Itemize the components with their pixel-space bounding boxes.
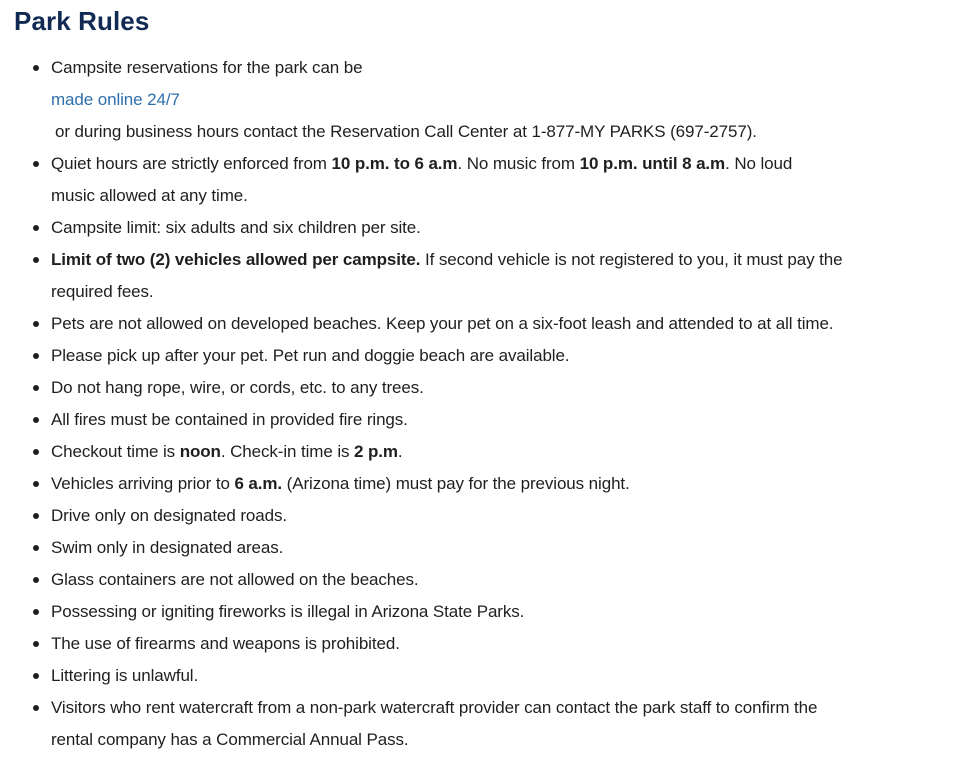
rule-bold-text: 6 a.m.	[234, 474, 283, 493]
rule-watercraft	[51, 692, 963, 756]
rule-text: Visitors who rent watercraft from a non-park watercraft provider can contact the park staff to confirm the	[51, 698, 818, 717]
rule-text: required fees.	[51, 282, 154, 301]
rule-bold-text: 10 p.m. until 8 a.m	[579, 154, 726, 173]
rule-text: Swim only in designated areas.	[51, 538, 284, 557]
rule-text: (Arizona time) must pay for the previous night.	[282, 474, 630, 493]
rule-trees	[51, 372, 963, 404]
rule-text: All fires must be contained in provided fire rings.	[51, 410, 408, 429]
rule-text: Do not hang rope, wire, or cords, etc. to any trees.	[51, 378, 424, 397]
rule-text: Campsite limit: six adults and six children per site.	[51, 218, 421, 237]
rule-pet-pickup	[51, 340, 963, 372]
rule-text: Checkout time is	[51, 442, 180, 461]
rule-text: Campsite reservations for the park can be	[51, 58, 363, 77]
rule-bold-text: Limit of two (2) vehicles allowed per campsite.	[51, 250, 421, 269]
rule-littering	[51, 660, 963, 692]
rule-quiet-hours	[51, 148, 963, 212]
rule-firearms	[51, 628, 963, 660]
rule-checkout	[51, 436, 963, 468]
rule-glass	[51, 564, 963, 596]
rule-swim-areas	[51, 532, 963, 564]
rule-text: . No loud	[725, 154, 793, 173]
rule-text: . No music from	[457, 154, 580, 173]
rule-text: rental company has a Commercial Annual Pass.	[51, 730, 409, 749]
rule-text: Drive only on designated roads.	[51, 506, 287, 525]
rule-bold-text: 10 p.m. to 6 a.m	[331, 154, 458, 173]
rule-text: Quiet hours are strictly enforced from	[51, 154, 332, 173]
page-title: Park Rules	[14, 6, 150, 36]
rule-bold-text: noon	[179, 442, 221, 461]
rule-campsite-limit	[51, 212, 963, 244]
rule-fireworks	[51, 596, 963, 628]
rule-text: Please pick up after your pet. Pet run and doggie beach are available.	[51, 346, 570, 365]
rule-text: music allowed at any time.	[51, 186, 248, 205]
rule-text: Pets are not allowed on developed beaches. Keep your pet on a six-foot leash and attended to at all time.	[51, 314, 834, 333]
rule-text: Glass containers are not allowed on the beaches.	[51, 570, 419, 589]
rule-text: .	[397, 442, 403, 461]
rule-text: If second vehicle is not registered to you, it must pay the	[420, 250, 843, 269]
rule-text: The use of firearms and weapons is prohibited.	[51, 634, 400, 653]
rule-vehicle-limit	[51, 244, 963, 308]
rule-text: Littering is unlawful.	[51, 666, 199, 685]
rule-fires	[51, 404, 963, 436]
reservation-online-link[interactable]: made online 24/7	[51, 90, 180, 109]
rule-drive-roads	[51, 500, 963, 532]
rule-vehicles-arriving	[51, 468, 963, 500]
rule-bold-text: 2 p.m	[354, 442, 398, 461]
rule-reservations	[51, 52, 963, 148]
rules-list	[14, 52, 963, 756]
rule-text: Possessing or igniting fireworks is illegal in Arizona State Parks.	[51, 602, 525, 621]
rule-pets-beaches	[51, 308, 963, 340]
rule-text: . Check-in time is	[220, 442, 355, 461]
rule-text: or during business hours contact the Reservation Call Center at 1-877-MY PARKS (697-2757).	[55, 122, 757, 141]
rule-text: Vehicles arriving prior to	[51, 474, 235, 493]
